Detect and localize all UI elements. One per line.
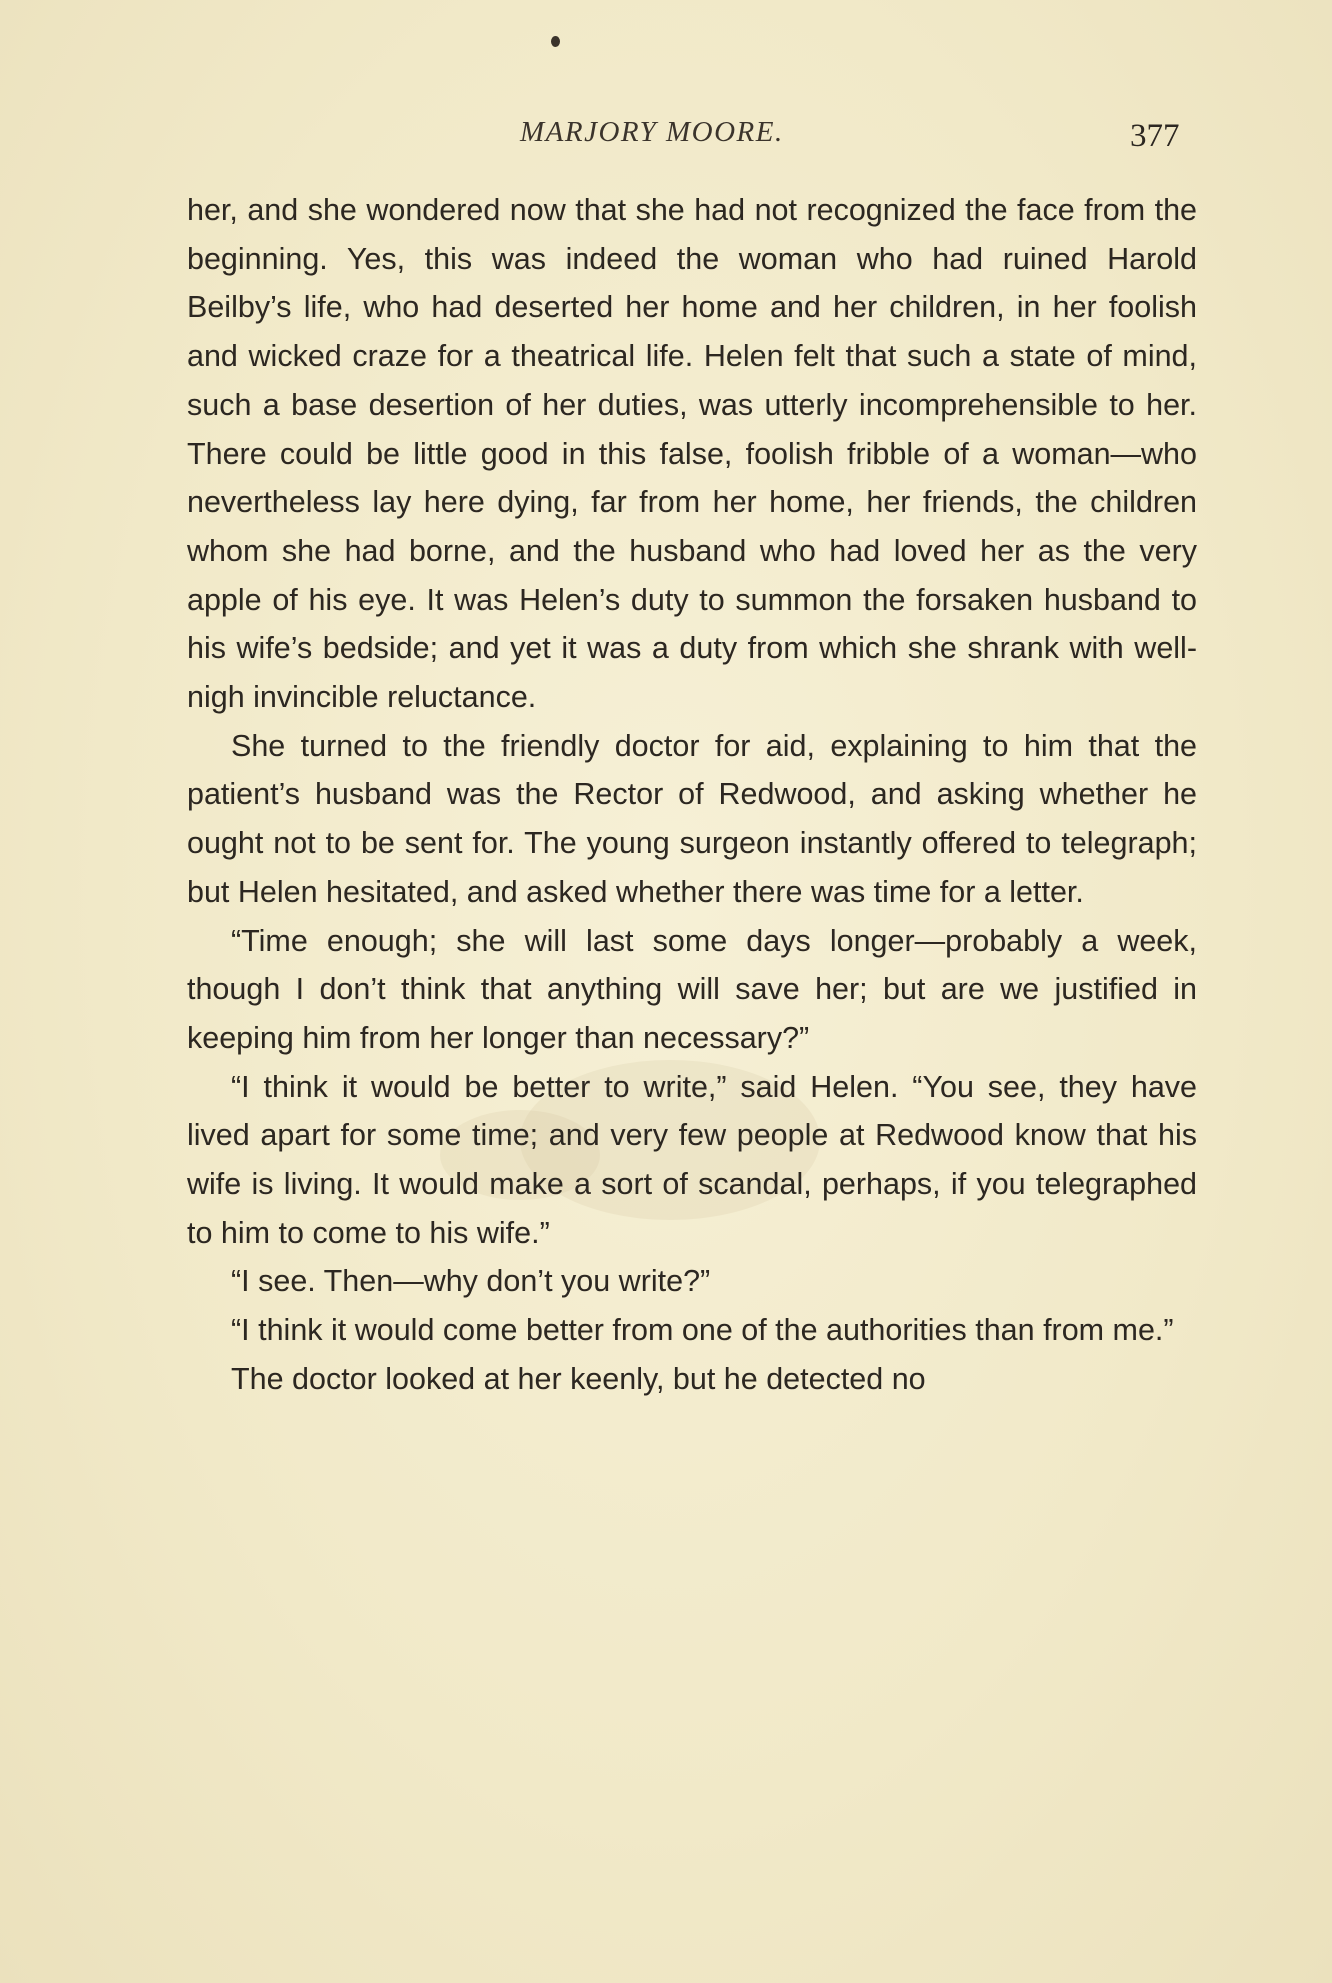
paragraph: She turned to the friendly doctor for aid, explaining to him that the patient’s husband was the Rector of Redwood, and asking whether he ought not to be sent for. The young surgeon instantly offered to telegraph; but Helen hesitated, and asked whether there was time for a letter. <box>187 728 1197 909</box>
paragraph: “I think it would be better to write,” said Helen. “You see, they have lived apart for some time; and very few people at Redwood know that his wife is living. It would make a sort of scandal, perhaps, if you telegraphed to him to come to his wife.” <box>187 1069 1197 1250</box>
paragraph: “I see. Then—why don’t you write?” <box>231 1264 711 1299</box>
paragraph: “Time enough; she will last some days longer—probably a week, though I don’t think that anything will save her; but are we justified in keeping him from her longer than necessary?” <box>187 923 1197 1055</box>
ink-dot <box>551 36 560 47</box>
running-title: MARJORY MOORE. <box>520 116 784 148</box>
page-number: 377 <box>1130 118 1180 154</box>
body-text <box>187 186 1197 1404</box>
paragraph: The doctor looked at her keenly, but he detected no <box>231 1361 926 1396</box>
paragraph: her, and she wondered now that she had not recognized the face from the beginning. Yes, this was indeed the woman who had ruined Harold Beilby’s life, who had deserted her home and her children, in her foolish and wicked craze for a theatrical life. Helen felt that such a state of mind, such a base desertion of her duties, was utterly incomprehensible to her. There could be little good in this false, foolish fribble of a woman—who nevertheless lay here dying, far from her home, her friends, the children whom she had borne, and the husband who had loved her as the very apple of his eye. It was Helen’s duty to summon the forsaken husband to his wife’s bedside; and yet it was a duty from which she shrank with well-nigh invincible reluctance. <box>187 193 1197 715</box>
running-head <box>0 112 1332 162</box>
paragraph: “I think it would come better from one of the authorities than from me.” <box>231 1313 1174 1348</box>
